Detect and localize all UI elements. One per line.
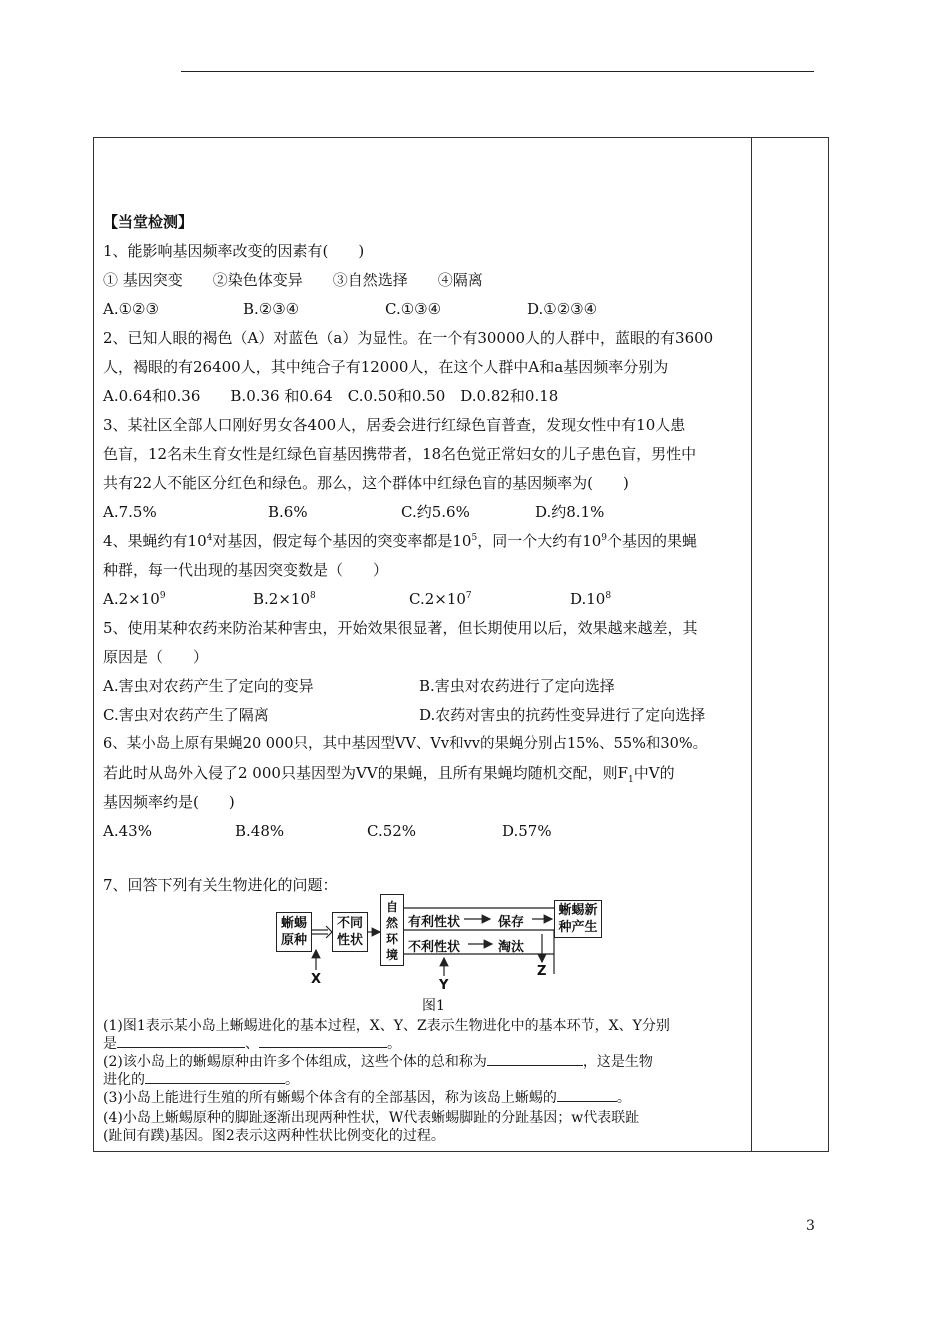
q7-p1-line2: 是 、 。 [103, 1036, 401, 1052]
evolution-diagram [270, 892, 610, 992]
q2-options: A.0.64和0.36 B.0.36 和0.64 C.0.50和0.50 D.0.82和0.18 [103, 387, 559, 405]
box-new-species: 蜥蜴新种产生 [554, 900, 602, 938]
q3-line2: 色盲，12名未生育女性是红绿色盲基因携带者，18名色觉正常妇女的儿子患色盲，男性中 [103, 445, 697, 463]
label-x: X [311, 972, 322, 987]
q4-exp1: 4 [206, 533, 213, 543]
q4-exp2: 5 [471, 533, 478, 543]
q5-option-b: B.害虫对农药进行了定向选择 [419, 677, 615, 695]
label-z: Z [537, 964, 547, 979]
q2-line2: 人，褐眼的有26400人，其中纯合子有12000人，在这个人群中A和a基因频率分别为 [103, 358, 669, 376]
q1-option-a: A.①②③ [103, 300, 159, 318]
q3-options [103, 502, 745, 522]
header-rule [181, 71, 814, 72]
q1-option-b: B.②③④ [243, 300, 300, 318]
q2-line1: 2、已知人眼的褐色（A）对蓝色（a）为显性。在一个有30000人的人群中，蓝眼的有3600 [103, 329, 714, 347]
label-eliminate: 淘汰 [498, 940, 525, 955]
q3-option-d: D.约8.1% [535, 503, 605, 521]
answer-blank-x[interactable] [117, 1034, 245, 1048]
q6-option-c: C.52% [367, 822, 417, 840]
box-natural-environment: 自然环境 [380, 894, 404, 966]
q1-option-c: C.①③④ [385, 300, 442, 318]
label-y: Y [439, 978, 449, 993]
q6-options [103, 821, 745, 841]
answer-blank-unit[interactable] [145, 1070, 285, 1084]
q6-option-b: B.48% [235, 822, 285, 840]
q7-p2-line1: (2)该小岛上的蜥蜴原种由许多个体组成，这些个体的总和称为 ，这是生物 [103, 1054, 653, 1070]
label-preserve: 保存 [498, 915, 525, 930]
q7-p4-line2: (趾间有蹼)基因。图2表示这两种性状比例变化的过程。 [103, 1128, 445, 1144]
q7-p4-line1: (4)小岛上蜥蜴原种的脚趾逐渐出现两种性状，W代表蜥蜴脚趾的分趾基因；w代表联趾 [103, 1110, 640, 1126]
q1-stem: 1、能影响基因频率改变的因素有( ) [103, 242, 365, 260]
q1-options [103, 299, 745, 319]
figure-caption: 图1 [422, 998, 445, 1014]
q5-option-a: A.害虫对农药产生了定向的变异 [103, 677, 314, 695]
column-divider [751, 137, 752, 1152]
label-unfavorable-traits: 不利性状 [408, 940, 461, 955]
q4-option-c: $C.2\times 10^7$ [409, 590, 472, 608]
section-title: 【当堂检测】 [103, 213, 194, 231]
q4-text-a: 4、果蝇约有10 [103, 532, 207, 550]
box-different-traits: 不同性状 [332, 912, 368, 952]
q5-option-c: C.害虫对农药产生了隔离 [103, 706, 269, 724]
q6-option-d: D.57% [502, 822, 552, 840]
q5-options-row2 [103, 705, 745, 725]
q5-option-d: D.农药对害虫的抗药性变异进行了定向选择 [419, 706, 706, 724]
q3-option-c: C.约5.6% [401, 503, 470, 521]
q7-p2-line2: 进化的 。 [103, 1072, 299, 1088]
q6-line3: 基因频率约是( ) [103, 793, 235, 811]
answer-blank-gene-pool[interactable] [557, 1088, 617, 1102]
q6-line1: 6、某小岛上原有果蝇20 000只，其中基因型VV、Vv和vv的果蝇分别占15%、55%和30%。 [103, 736, 708, 752]
q4-text-d: 个基因的果蝇 [607, 532, 698, 550]
page-number: 3 [806, 1218, 815, 1234]
q3-line3: 共有22人不能区分红色和绿色。那么，这个群体中红绿色盲的基因频率为( ) [103, 474, 629, 492]
q3-option-a: A.7.5% [103, 503, 157, 521]
q3-option-b: B.6% [268, 503, 308, 521]
q4-text-c: ，同一个大约有10 [477, 532, 602, 550]
q7-stem: 7、回答下列有关生物进化的问题： [103, 876, 338, 894]
q1-factors: ① 基因突变 ②染色体变异 ③自然选择 ④隔离 [103, 271, 483, 289]
label-favorable-traits: 有利性状 [408, 915, 461, 930]
q6-line2: 若此时从岛外入侵了2 000只基因型为VV的果蝇，且所有果蝇均随机交配，则$F_1$中V的 [103, 764, 675, 785]
q7-p3: (3)小岛上能进行生殖的所有蜥蜴个体含有的全部基因，称为该岛上蜥蜴的 。 [103, 1090, 631, 1106]
q4-line1 [103, 531, 697, 551]
box-original-species: 蜥蜴原种 [276, 912, 312, 952]
q1-option-d: D.①②③④ [527, 300, 598, 318]
q5-line1: 5、使用某种农药来防治某种害虫，开始效果很显著，但长期使用以后，效果越来越差，其 [103, 619, 698, 637]
q7-p1-line1: (1)图1表示某小岛上蜥蜴进化的基本过程，X、Y、Z表示生物进化中的基本环节，X、Y分别 [103, 1018, 670, 1034]
q5-options-row1 [103, 676, 745, 696]
answer-blank-population[interactable] [487, 1052, 583, 1066]
q3-line1: 3、某社区全部人口刚好男女各400人，居委会进行红绿色盲普查，发现女性中有10人患 [103, 416, 686, 434]
q5-line2: 原因是（ ） [103, 648, 209, 666]
q4-option-d: $D.10^8$ [570, 590, 612, 608]
answer-blank-y[interactable] [259, 1034, 387, 1048]
q4-options [103, 589, 745, 609]
q4-text-b: 对基因，假定每个基因的突变率都是10 [212, 532, 472, 550]
q4-option-a: $A.2\times 10^9$ [103, 590, 166, 608]
q4-option-b: $B.2\times 10^8$ [253, 590, 316, 608]
q4-line2: 种群，每一代出现的基因突变数是（ ） [103, 561, 389, 579]
q4-exp3: 9 [601, 533, 608, 543]
q6-option-a: A.43% [103, 822, 152, 840]
